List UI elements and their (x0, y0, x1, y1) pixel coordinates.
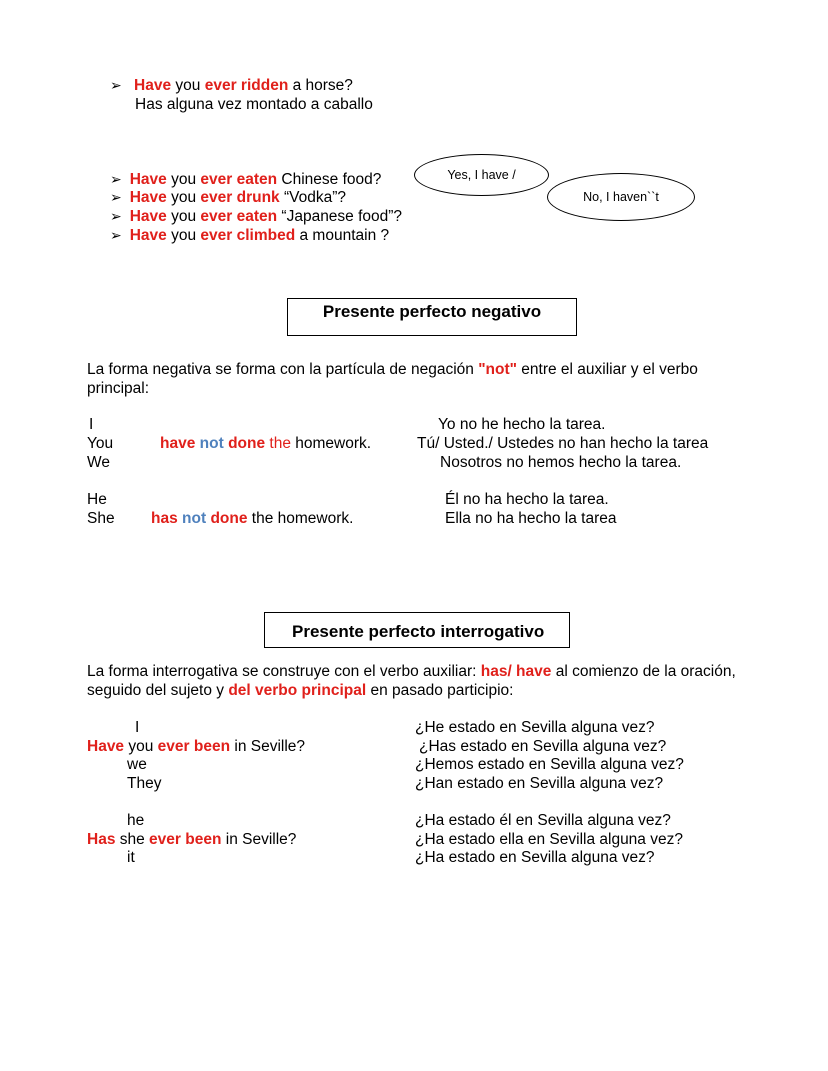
ever-phrase: ever eaten (200, 208, 278, 225)
negative-translation: Ella no ha hecho la tarea (445, 510, 617, 527)
negative-translation: Yo no he hecho la tarea. (438, 416, 606, 433)
interrogative-translation: ¿He estado en Sevilla alguna vez? (415, 719, 655, 736)
pronoun-he: He (87, 491, 107, 508)
not-word: not (199, 435, 224, 452)
negative-intro (87, 360, 747, 398)
homework-word: the homework. (247, 510, 354, 527)
intro-text: La forma interrogativa se construye con el verbo auxiliar: (87, 663, 481, 680)
ever-been-phrase: ever been (157, 738, 231, 755)
negative-title-box (287, 298, 577, 336)
interrogative-translation: ¿Hemos estado en Sevilla alguna vez? (415, 756, 684, 773)
you-word: you (166, 208, 201, 225)
interrogative-translation: ¿Ha estado ella en Sevilla alguna vez? (415, 831, 683, 848)
pronoun-i: I (135, 719, 140, 736)
negative-sentence-has (151, 509, 353, 528)
ever-phrase: ever eaten (200, 171, 278, 188)
not-highlight: "not" (478, 361, 517, 378)
she-word: she (115, 831, 150, 848)
main-verb-highlight: del verbo principal (228, 682, 367, 699)
the-word: the (265, 435, 291, 452)
you-word: you (166, 189, 201, 206)
interrogative-translation: ¿Has estado en Sevilla alguna vez? (419, 738, 667, 755)
pronoun-we: we (127, 756, 147, 773)
ever-phrase: ever ridden (204, 77, 289, 94)
has-word: has (151, 510, 178, 527)
question-item (110, 207, 402, 226)
done-word: done (228, 435, 266, 452)
in-seville-text: in Seville? (221, 831, 297, 848)
interrogative-sentence-has (87, 830, 296, 849)
has-have-highlight: has/ have (480, 663, 552, 680)
bubble-yes-text: Yes, I have / (447, 168, 516, 182)
negative-translation: Nosotros no hemos hecho la tarea. (440, 454, 682, 471)
interrogative-sentence-have (87, 737, 305, 756)
pronoun-she: She (87, 510, 115, 527)
intro-text: en pasado participio: (366, 682, 514, 699)
question-rest: a horse? (288, 77, 353, 94)
has-word: Has (87, 831, 116, 848)
interrogative-intro (87, 662, 787, 700)
have-word: Have (129, 227, 167, 244)
interrogative-translation: ¿Ha estado él en Sevilla alguna vez? (415, 812, 671, 829)
homework-word: homework. (290, 435, 372, 452)
interrogative-title-box (264, 612, 570, 648)
pronoun-they: They (127, 775, 162, 792)
have-word: Have (129, 189, 167, 206)
intro-text: La forma negativa se forma con la partícula de negación (87, 361, 479, 378)
pronoun-we: We (87, 454, 110, 471)
negative-sentence-have (160, 434, 371, 453)
question-translation: Has alguna vez montado a caballo (135, 96, 373, 113)
intro-text: entre el auxiliar y el verbo principal: (87, 361, 698, 397)
speech-bubble-no (547, 173, 695, 221)
question-ridden (110, 76, 353, 95)
you-word: you (166, 171, 201, 188)
have-word: have (160, 435, 196, 452)
question-rest: Chinese food? (277, 171, 382, 188)
interrogative-translation: ¿Ha estado en Sevilla alguna vez? (415, 849, 655, 866)
ever-phrase: ever drunk (200, 189, 280, 206)
question-rest: “Japanese food”? (277, 208, 403, 225)
pronoun-you: You (87, 435, 114, 452)
bubble-no-text: No, I haven``t (583, 190, 659, 204)
arrow-bullet-icon: ➢ (110, 189, 122, 205)
interrogative-translation: ¿Han estado en Sevilla alguna vez? (415, 775, 664, 792)
in-seville-text: in Seville? (230, 738, 306, 755)
intro-text: al comienzo de la oración, seguido del sujeto y (87, 663, 736, 699)
have-word: Have (129, 208, 167, 225)
have-word: Have (134, 77, 172, 94)
you-word: you (166, 227, 201, 244)
arrow-bullet-icon: ➢ (110, 208, 122, 224)
done-word: done (210, 510, 248, 527)
arrow-bullet-icon: ➢ (110, 227, 122, 243)
section-title: Presente perfecto negativo (322, 302, 542, 321)
not-word: not (182, 510, 207, 527)
question-item (110, 188, 346, 207)
arrow-bullet-icon: ➢ (110, 77, 122, 93)
question-rest: a mountain ? (295, 227, 390, 244)
pronoun-it: it (127, 849, 135, 866)
speech-bubble-yes (414, 154, 549, 196)
question-item (110, 170, 381, 189)
ever-been-phrase: ever been (149, 831, 222, 848)
have-word: Have (129, 171, 167, 188)
pronoun-i: I (89, 416, 94, 433)
have-word: Have (87, 738, 125, 755)
question-item (110, 226, 389, 245)
section-title: Presente perfecto interrogativo (292, 622, 545, 641)
negative-translation: Tú/ Usted./ Ustedes no han hecho la tarea (417, 435, 709, 452)
arrow-bullet-icon: ➢ (110, 171, 122, 187)
pronoun-he: he (127, 812, 145, 829)
you-word: you (171, 77, 205, 94)
you-word: you (124, 738, 158, 755)
negative-translation: Él no ha hecho la tarea. (445, 491, 609, 508)
ever-phrase: ever climbed (200, 227, 296, 244)
question-rest: “Vodka”? (279, 189, 347, 206)
